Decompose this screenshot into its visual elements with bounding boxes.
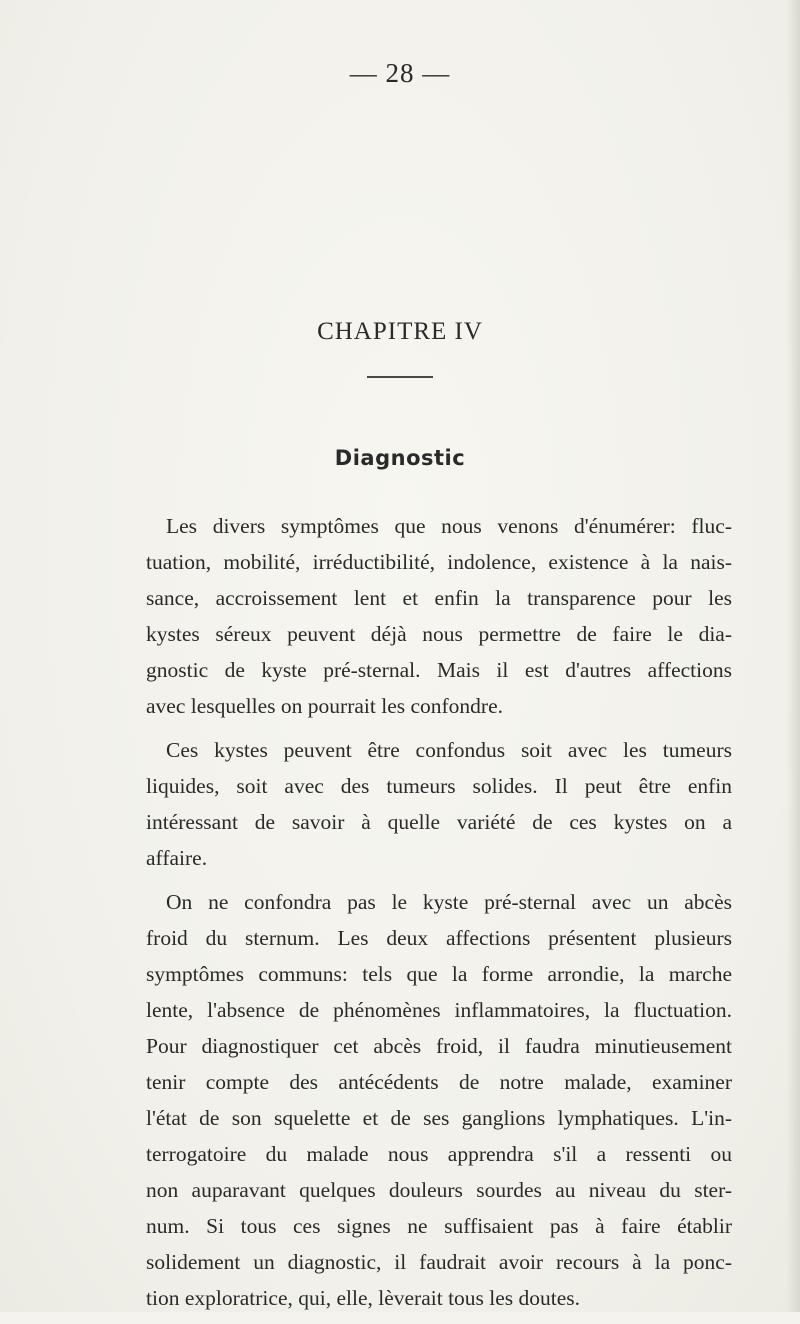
text-line: tuation, mobilité, irréductibilité, indolence, existence à la nais- <box>146 550 732 574</box>
text-line: affaire. <box>146 846 208 870</box>
text-line: Pour diagnostiquer cet abcès froid, il faudra minutieusement <box>146 1034 732 1058</box>
text-line: symptômes communs: tels que la forme arrondie, la marche <box>146 962 732 986</box>
text-line: tenir compte des antécédents de notre malade, examiner <box>146 1070 732 1094</box>
body-text <box>146 508 732 1324</box>
text-line: intéressant de savoir à quelle variété de ces kystes on a <box>146 810 732 834</box>
text-line: kystes séreux peuvent déjà nous permettre de faire le dia- <box>146 622 732 646</box>
text-line: lente, l'absence de phénomènes inflammatoires, la fluctuation. <box>146 998 732 1022</box>
text-line: terrogatoire du malade nous apprendra s'il a ressenti ou <box>146 1142 732 1166</box>
text-line: froid du sternum. Les deux affections présentent plusieurs <box>146 926 732 950</box>
page-edge-shadow <box>786 0 800 1312</box>
text-line: Les divers symptômes que nous venons d'énumérer: fluc- <box>166 514 732 538</box>
text-line: tion exploratrice, qui, elle, lèverait tous les doutes. <box>146 1286 581 1310</box>
chapter-heading: CHAPITRE IV <box>317 318 483 345</box>
text-line: gnostic de kyste pré-sternal. Mais il est d'autres affections <box>146 658 732 682</box>
text-line: l'état de son squelette et de ses ganglions lymphatiques. L'in- <box>146 1106 732 1130</box>
text-line: On ne confondra pas le kyste pré-sternal avec un abcès <box>166 890 732 914</box>
text-line: Ces kystes peuvent être confondus soit avec les tumeurs <box>166 738 732 762</box>
text-line: num. Si tous ces signes ne suffisaient pas à faire établir <box>146 1214 732 1238</box>
text-line: solidement un diagnostic, il faudrait avoir recours à la ponc- <box>146 1250 732 1274</box>
paragraph-3 <box>146 884 732 1316</box>
page-number: — 28 — <box>349 58 451 88</box>
chapter-divider <box>367 376 433 378</box>
text-line: avec lesquelles on pourrait les confondre. <box>146 694 504 718</box>
text-line: non auparavant quelques douleurs sourdes au niveau du ster- <box>146 1178 732 1202</box>
text-line: liquides, soit avec des tumeurs solides. Il peut être enfin <box>146 774 732 798</box>
section-title: Diagnostic <box>334 446 466 470</box>
text-line: sance, accroissement lent et enfin la transparence pour les <box>146 586 732 610</box>
paragraph-2 <box>146 732 732 876</box>
paragraph-1 <box>146 508 732 724</box>
